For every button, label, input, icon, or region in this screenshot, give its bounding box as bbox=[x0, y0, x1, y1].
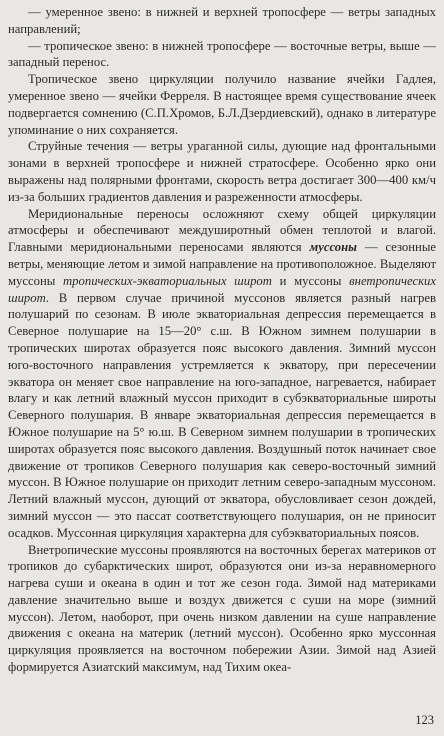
paragraph-p6 bbox=[8, 542, 436, 676]
paragraph-p1 bbox=[8, 4, 436, 38]
text-run: и муссоны bbox=[271, 273, 350, 288]
emphasis-text: муссоны bbox=[309, 240, 357, 255]
paragraph-p5 bbox=[8, 206, 436, 542]
paragraph-p2 bbox=[8, 38, 436, 72]
emphasis-text: тропических-экваториальных широт bbox=[63, 273, 272, 288]
text-run: Меридиональные переносы осложняют схему общей циркуляции атмосферы и обеспечивают междуширотный обмен теплотой и влагой. Главными меридиональными переносами являются bbox=[8, 206, 436, 255]
emphasis-text: внетропических широт bbox=[8, 273, 437, 305]
paragraph-p3 bbox=[8, 71, 436, 138]
text-run: — умеренное звено: в нижней и верхней тропосфере — ветры западных направлений; bbox=[8, 5, 436, 36]
text-run: — сезонные ветры, меняющие летом и зимой направление на противоположное. Выделяют муссоны bbox=[8, 240, 436, 288]
text-run: . В первом случае причиной муссонов является разный нагрев полушарий по сезонам. В июле экваториальная депрессия перемещается в Северное полушарие на 15—20° с.ш. В Южном зимнем полушарии в тропических широтах образуется пояс высокого давления. Зимний муссон юго-восточного направления устремляется к экватору, при пересечении экватора он меняет свое направление на юго-западное, нагревается, набирает влагу и как летний влажный муссон приходит в субэкваториальные широты Северного полушария. В январе экваториальная депрессия перемещается в Южное полушарие на 5° ю.ш. В Северном зимнем полушарии в тропических широтах образуется пояс высокого давления. Воздушный поток начинает свое движение от тропиков Северного полушария как северо-восточный зимний муссон. В Южное полушарие он приходит летним северо-западным муссоном. Летний влажный муссон, дующий от экватора, обусловливает сезон дождей, зимний муссон — это пассат соответствующего полушария, он не приносит осадков. Муссонная циркуляция характерна для субэкваториальных поясов. bbox=[8, 290, 436, 540]
text-run: — тропическое звено: в нижней тропосфере — восточные ветры, выше — западный перенос. bbox=[8, 38, 436, 70]
text-run: Тропическое звено циркуляции получило название ячейки Гадлея, умеренное звено — ячейки Ферреля. В настоящее время существование ячеек подвергается сомнению (С.П.Хромов, Б.Л.Дзердиевский), однако в литературе упоминание о них сохраняется. bbox=[8, 72, 436, 137]
text-run: Внетропические муссоны проявляются на восточных берегах материков от тропиков до субарктических широт, образуются они из-за неравномерного нагрева суши и океана в один и тот же сезон года. Зимой над материками давление значительно выше и воздух движется с суши на море (зимний муссон). Летом, наоборот, при очень низком давлении на суше направление движения с океана на материк (летний муссон). Особенно ярко муссонная циркуляция проявляется на восточном побережии Азии. Зимой над Азией формируется Азиатский максимум, над Тихим океа- bbox=[8, 542, 436, 675]
text-run: Струйные течения — ветры ураганной силы, дующие над фронтальными зонами в верхней тропосфере и нижней стратосфере. Особенно ярко они выражены над полярными фронтами, скорость ветра достигает 300—400 км/ч из-за больших градиентов давления и разреженности атмосферы. bbox=[8, 139, 436, 204]
page-number: 123 bbox=[415, 713, 434, 727]
paragraph-p4 bbox=[8, 138, 436, 205]
body-text bbox=[8, 4, 436, 676]
